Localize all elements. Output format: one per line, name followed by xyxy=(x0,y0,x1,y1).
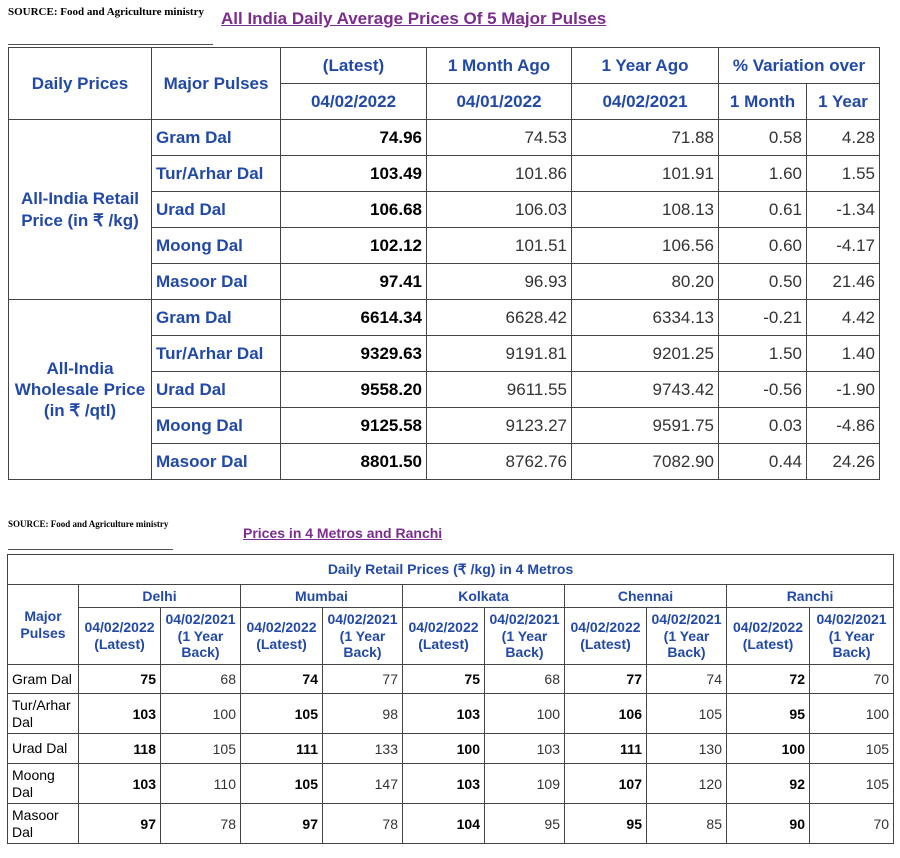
price-value: 107 xyxy=(565,764,647,804)
price-value: 72 xyxy=(727,665,810,694)
variation-month-value: 0.60 xyxy=(719,228,807,264)
col-year-back: 04/02/2021 (1 Year Back) xyxy=(647,608,727,665)
month-ago-value: 8762.76 xyxy=(427,444,572,480)
variation-month-value: -0.21 xyxy=(719,300,807,336)
price-value: 103 xyxy=(485,734,565,764)
price-value: 103 xyxy=(79,694,161,734)
metro-table-title: Daily Retail Prices (₹ /kg) in 4 Metros xyxy=(8,555,894,585)
price-value: 68 xyxy=(161,665,241,694)
pulse-name: Gram Dal xyxy=(152,120,281,156)
year-ago-value: 71.88 xyxy=(572,120,719,156)
header-daily-prices: Daily Prices xyxy=(9,48,152,120)
price-value: 103 xyxy=(403,764,485,804)
price-value: 92 xyxy=(727,764,810,804)
price-value: 98 xyxy=(323,694,403,734)
price-value: 95 xyxy=(727,694,810,734)
pulse-name: Moong Dal xyxy=(8,764,79,804)
year-ago-value: 9201.25 xyxy=(572,336,719,372)
col-year-back: 04/02/2021 (1 Year Back) xyxy=(323,608,403,665)
pulse-name: Urad Dal xyxy=(152,192,281,228)
table-row xyxy=(8,734,894,764)
variation-year-value: -1.34 xyxy=(807,192,880,228)
col-year-back: 04/02/2021 (1 Year Back) xyxy=(810,608,894,665)
month-ago-value: 9191.81 xyxy=(427,336,572,372)
pulse-name: Gram Dal xyxy=(152,300,281,336)
price-value: 85 xyxy=(647,804,727,844)
variation-month-value: 1.60 xyxy=(719,156,807,192)
table-row xyxy=(9,300,880,336)
month-ago-value: 106.03 xyxy=(427,192,572,228)
col-latest: 04/02/2022 (Latest) xyxy=(727,608,810,665)
variation-year-value: 4.42 xyxy=(807,300,880,336)
source-divider-2 xyxy=(8,549,173,550)
variation-month-value: 0.03 xyxy=(719,408,807,444)
month-ago-value: 6628.42 xyxy=(427,300,572,336)
price-value: 111 xyxy=(241,734,323,764)
latest-value: 103.49 xyxy=(281,156,427,192)
pulse-name: Masoor Dal xyxy=(152,264,281,300)
pulse-name: Tur/Arhar Dal xyxy=(152,156,281,192)
variation-year-value: -1.90 xyxy=(807,372,880,408)
pulse-name: Gram Dal xyxy=(8,665,79,694)
header-month-date: 04/01/2022 xyxy=(427,84,572,120)
variation-month-value: -0.56 xyxy=(719,372,807,408)
col-latest: 04/02/2022 (Latest) xyxy=(79,608,161,665)
year-ago-value: 6334.13 xyxy=(572,300,719,336)
col-latest: 04/02/2022 (Latest) xyxy=(565,608,647,665)
price-value: 75 xyxy=(403,665,485,694)
price-value: 95 xyxy=(485,804,565,844)
price-value: 75 xyxy=(79,665,161,694)
latest-value: 106.68 xyxy=(281,192,427,228)
variation-year-value: 1.40 xyxy=(807,336,880,372)
price-value: 103 xyxy=(403,694,485,734)
table-title-2: Prices in 4 Metros and Ranchi xyxy=(243,525,443,541)
month-ago-value: 9123.27 xyxy=(427,408,572,444)
price-value: 97 xyxy=(241,804,323,844)
month-ago-value: 101.86 xyxy=(427,156,572,192)
pulse-name: Masoor Dal xyxy=(8,804,79,844)
latest-value: 9558.20 xyxy=(281,372,427,408)
price-value: 74 xyxy=(241,665,323,694)
source-note-2: SOURCE: Food and Agriculture ministry xyxy=(8,519,169,529)
price-value: 100 xyxy=(727,734,810,764)
variation-month-value: 0.50 xyxy=(719,264,807,300)
month-ago-value: 96.93 xyxy=(427,264,572,300)
header-latest-date: 04/02/2022 xyxy=(281,84,427,120)
header-month-ago: 1 Month Ago xyxy=(427,48,572,84)
header-var-year: 1 Year xyxy=(807,84,880,120)
price-value: 70 xyxy=(810,804,894,844)
variation-month-value: 0.44 xyxy=(719,444,807,480)
variation-month-value: 0.61 xyxy=(719,192,807,228)
variation-year-value: 21.46 xyxy=(807,264,880,300)
price-value: 97 xyxy=(79,804,161,844)
variation-year-value: 24.26 xyxy=(807,444,880,480)
price-value: 118 xyxy=(79,734,161,764)
price-value: 111 xyxy=(565,734,647,764)
latest-value: 74.96 xyxy=(281,120,427,156)
city-header-chennai: Chennai xyxy=(565,585,727,608)
col-year-back: 04/02/2021 (1 Year Back) xyxy=(485,608,565,665)
price-value: 68 xyxy=(485,665,565,694)
price-value: 110 xyxy=(161,764,241,804)
pulse-name: Urad Dal xyxy=(152,372,281,408)
latest-value: 102.12 xyxy=(281,228,427,264)
table-row xyxy=(9,120,880,156)
latest-value: 97.41 xyxy=(281,264,427,300)
price-value: 100 xyxy=(403,734,485,764)
header-year-ago: 1 Year Ago xyxy=(572,48,719,84)
year-ago-value: 101.91 xyxy=(572,156,719,192)
variation-year-value: 1.55 xyxy=(807,156,880,192)
price-value: 100 xyxy=(161,694,241,734)
latest-value: 8801.50 xyxy=(281,444,427,480)
pulses-price-table xyxy=(8,47,880,480)
pulse-name: Tur/Arhar Dal xyxy=(8,694,79,734)
city-header-ranchi: Ranchi xyxy=(727,585,894,608)
price-value: 70 xyxy=(810,665,894,694)
month-ago-value: 74.53 xyxy=(427,120,572,156)
price-value: 90 xyxy=(727,804,810,844)
variation-year-value: -4.17 xyxy=(807,228,880,264)
price-value: 78 xyxy=(323,804,403,844)
price-value: 104 xyxy=(403,804,485,844)
variation-month-value: 0.58 xyxy=(719,120,807,156)
price-value: 100 xyxy=(810,694,894,734)
year-ago-value: 9743.42 xyxy=(572,372,719,408)
header-year-date: 04/02/2021 xyxy=(572,84,719,120)
price-value: 105 xyxy=(810,764,894,804)
wholesale-price-label: All-India Wholesale Price (in ₹ /qtl) xyxy=(9,300,152,480)
header-variation: % Variation over xyxy=(719,48,880,84)
col-year-back: 04/02/2021 (1 Year Back) xyxy=(161,608,241,665)
header-var-month: 1 Month xyxy=(719,84,807,120)
latest-value: 9329.63 xyxy=(281,336,427,372)
pulse-name: Moong Dal xyxy=(152,228,281,264)
price-value: 105 xyxy=(647,694,727,734)
price-value: 147 xyxy=(323,764,403,804)
year-ago-value: 106.56 xyxy=(572,228,719,264)
latest-value: 9125.58 xyxy=(281,408,427,444)
pulse-name: Moong Dal xyxy=(152,408,281,444)
price-value: 78 xyxy=(161,804,241,844)
table-row xyxy=(8,694,894,734)
price-value: 120 xyxy=(647,764,727,804)
variation-year-value: -4.86 xyxy=(807,408,880,444)
price-value: 105 xyxy=(161,734,241,764)
header-latest: (Latest) xyxy=(281,48,427,84)
year-ago-value: 7082.90 xyxy=(572,444,719,480)
table-row xyxy=(8,804,894,844)
month-ago-value: 101.51 xyxy=(427,228,572,264)
city-header-delhi: Delhi xyxy=(79,585,241,608)
price-value: 77 xyxy=(323,665,403,694)
price-value: 77 xyxy=(565,665,647,694)
price-value: 103 xyxy=(79,764,161,804)
variation-month-value: 1.50 xyxy=(719,336,807,372)
col-latest: 04/02/2022 (Latest) xyxy=(241,608,323,665)
year-ago-value: 9591.75 xyxy=(572,408,719,444)
col-latest: 04/02/2022 (Latest) xyxy=(403,608,485,665)
year-ago-value: 80.20 xyxy=(572,264,719,300)
source-note-1: SOURCE: Food and Agriculture ministry xyxy=(8,6,204,18)
variation-year-value: 4.28 xyxy=(807,120,880,156)
price-value: 74 xyxy=(647,665,727,694)
city-header-kolkata: Kolkata xyxy=(403,585,565,608)
city-header-mumbai: Mumbai xyxy=(241,585,403,608)
pulse-name: Tur/Arhar Dal xyxy=(152,336,281,372)
table-title-1: All India Daily Average Prices Of 5 Major Pulses xyxy=(221,9,607,28)
latest-value: 6614.34 xyxy=(281,300,427,336)
retail-price-label: All-India Retail Price (in ₹ /kg) xyxy=(9,120,152,300)
source-divider-1 xyxy=(8,44,213,45)
pulse-name: Urad Dal xyxy=(8,734,79,764)
price-value: 105 xyxy=(241,764,323,804)
table-row xyxy=(8,764,894,804)
price-value: 95 xyxy=(565,804,647,844)
price-value: 105 xyxy=(810,734,894,764)
year-ago-value: 108.13 xyxy=(572,192,719,228)
price-value: 109 xyxy=(485,764,565,804)
header-major-pulses: Major Pulses xyxy=(8,585,79,665)
month-ago-value: 9611.55 xyxy=(427,372,572,408)
price-value: 106 xyxy=(565,694,647,734)
header-major-pulses: Major Pulses xyxy=(152,48,281,120)
price-value: 133 xyxy=(323,734,403,764)
pulse-name: Masoor Dal xyxy=(152,444,281,480)
price-value: 105 xyxy=(241,694,323,734)
price-value: 130 xyxy=(647,734,727,764)
table-row xyxy=(8,665,894,694)
metro-price-table xyxy=(7,554,894,844)
price-value: 100 xyxy=(485,694,565,734)
